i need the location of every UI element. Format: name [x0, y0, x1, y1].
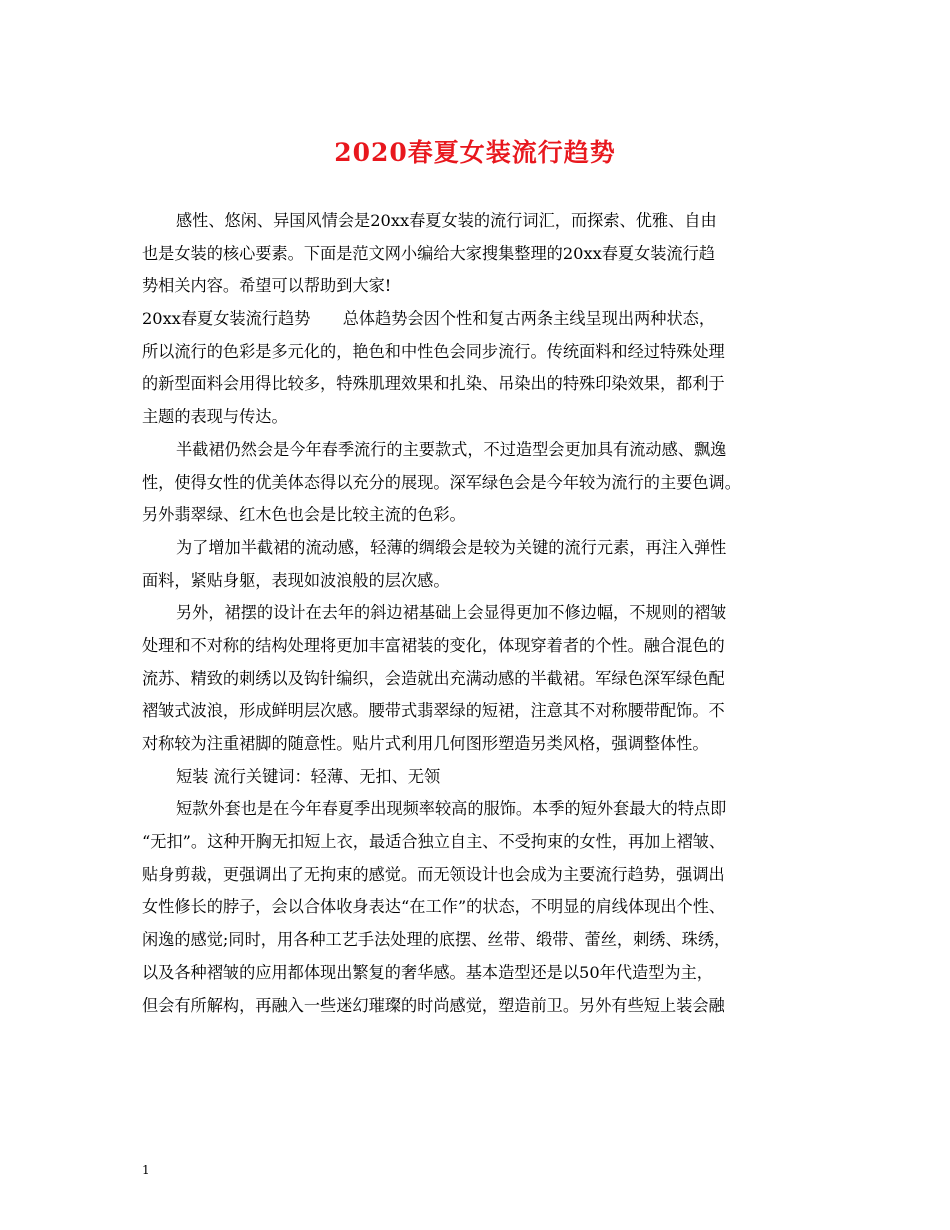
text-line: 的新型面料会用得比较多，特殊肌理效果和扎染、吊染出的特殊印染效果，都利于	[142, 374, 725, 394]
text-line: 女性修长的脖子，会以合体收身表达“在工作”的状态，不明显的肩线体现出个性、	[142, 897, 726, 917]
text-line: 褶皱式波浪，形成鲜明层次感。腰带式翡翠绿的短裙，注意其不对称腰带配饰。不	[142, 701, 725, 721]
document-title: 2020春夏女装流行趋势	[334, 138, 616, 167]
text-line: 处理和不对称的结构处理将更加丰富裙装的变化，体现穿着者的个性。融合混色的	[142, 635, 725, 655]
text-line: 贴身剪裁，更强调出了无拘束的感觉。而无领设计也会成为主要流行趋势，强调出	[142, 864, 725, 884]
document-body	[142, 205, 810, 1022]
text-line: 以及各种褶皱的应用都体现出繁复的奢华感。基本造型还是以50年代造型为主，	[142, 962, 713, 982]
text-line: 流苏、精致的刺绣以及钩针编织，会造就出充满动感的半截裙。军绿色深军绿色配	[142, 668, 725, 688]
text-line: 为了增加半截裙的流动感，轻薄的绸缎会是较为关键的流行元素，再注入弹性	[176, 537, 727, 557]
text-line: 但会有所解构，再融入一些迷幻璀璨的时尚感觉，塑造前卫。另外有些短上装会融	[142, 995, 725, 1015]
text-line: 感性、悠闲、异国风情会是20xx春夏女装的流行词汇，而探索、优雅、自由	[176, 211, 717, 230]
text-line: 势相关内容。希望可以帮助到大家!	[142, 276, 392, 296]
text-line: 半截裙仍然会是今年春季流行的主要款式，不过造型会更加具有流动感、飘逸	[176, 439, 727, 459]
text-line: “无扣”。这种开胸无扣短上衣，最适合独立自主、不受拘束的女性，再加上褶皱、	[142, 832, 726, 852]
text-line: 所以流行的色彩是多元化的，艳色和中性色会同步流行。传统面料和经过特殊处理	[142, 341, 725, 361]
text-line: 性，使得女性的优美体态得以充分的展现。深军绿色会是今年较为流行的主要色调。	[142, 472, 741, 492]
text-line: 面料，紧贴身躯，表现如波浪般的层次感。	[142, 570, 450, 590]
text-line: 也是女装的核心要素。下面是范文网小编给大家搜集整理的20xx春夏女装流行趋	[142, 243, 716, 263]
text-line: 主题的表现与传达。	[142, 407, 288, 427]
text-line: 另外，裙摆的设计在去年的斜边裙基础上会显得更加不修边幅，不规则的褶皱	[176, 603, 727, 623]
text-line: 20xx春夏女装流行趋势 总体趋势会因个性和复古两条主线呈现出两种状态，	[142, 309, 716, 329]
text-line: 另外翡翠绿、红木色也会是比较主流的色彩。	[142, 505, 466, 525]
text-line: 短装 流行关键词：轻薄、无扣、无领	[176, 766, 441, 786]
text-line: 闲逸的感觉;同时，用各种工艺手法处理的底摆、丝带、缎带、蕾丝，刺绣、珠绣，	[142, 930, 731, 950]
text-line: 对称较为注重裙脚的随意性。贴片式利用几何图形塑造另类风格，强调整体性。	[142, 734, 709, 753]
text-line: 短款外套也是在今年春夏季出现频率较高的服饰。本季的短外套最大的特点即	[176, 799, 727, 819]
page-number: 1	[142, 1163, 150, 1177]
